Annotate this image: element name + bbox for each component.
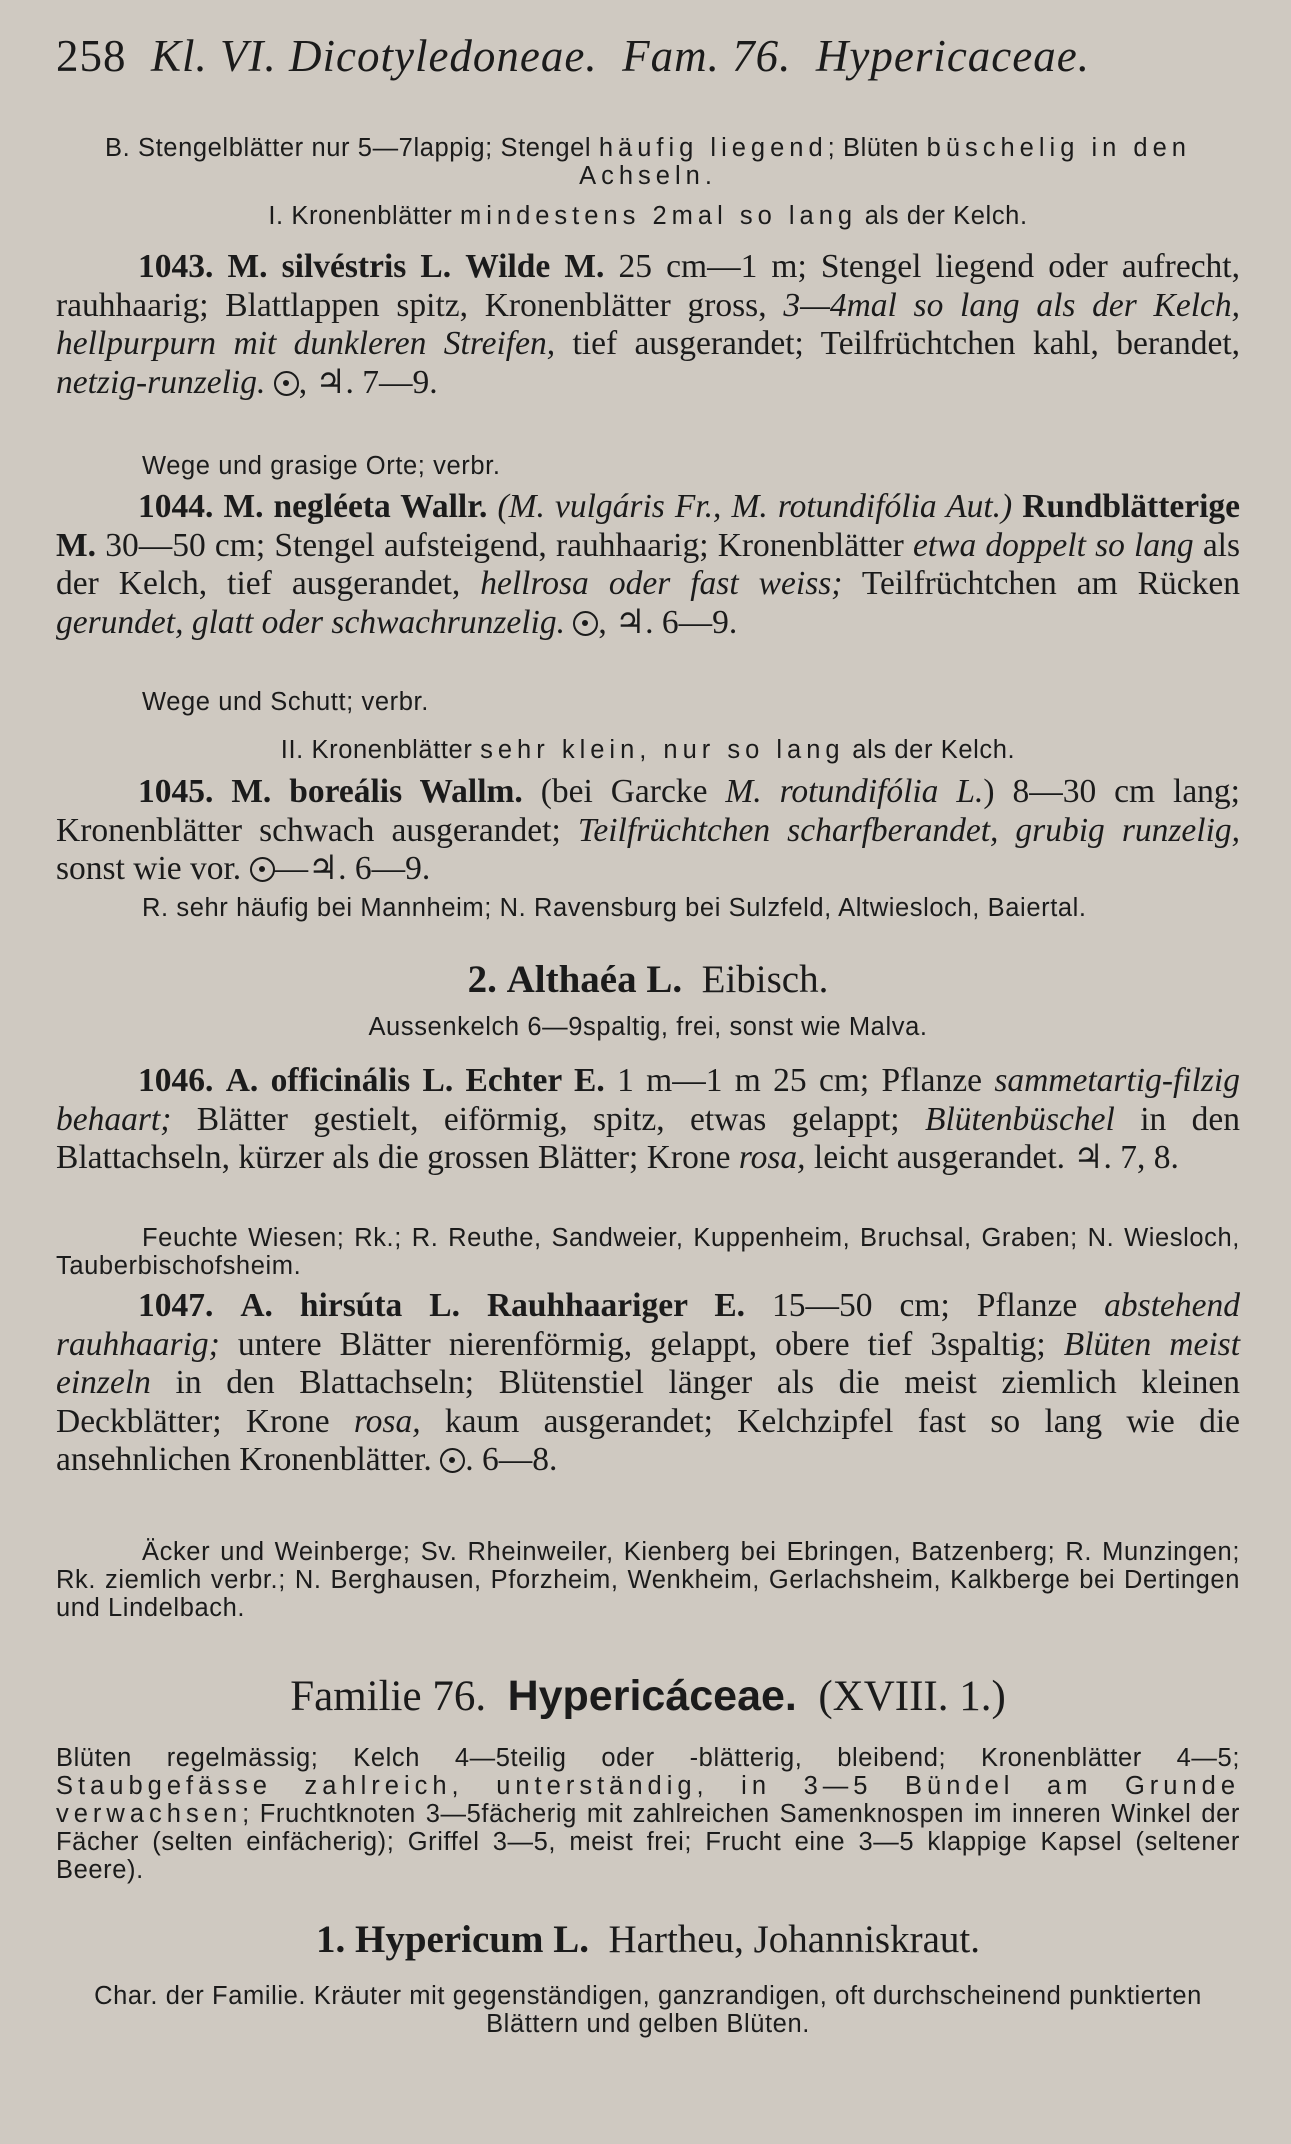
header-family-name: Hypericaceae. (815, 31, 1090, 81)
habitat-1045: R. sehr häufig bei Mannheim; N. Ravensburg bei Sulzfeld, Altwiesloch, Baiertal. (142, 894, 1087, 922)
circle-dot-icon (573, 611, 598, 636)
genus-description-hypericum: Char. der Familie. Kräuter mit gegenständigen, ganzrandigen, oft durchscheinend punktierten Blättern und gelben Blüten. (94, 1982, 1202, 2038)
circle-dot-icon (250, 857, 275, 882)
header-class-name: Dicotyledoneae. (289, 31, 598, 81)
species-name: M. boreális Wallm. (231, 773, 523, 810)
group-ii-heading: II. Kronenblätter sehr klein, nur so lang als der Kelch. (280, 736, 1016, 764)
habitat-1046: Feuchte Wiesen; Rk.; R. Reuthe, Sandweier, Kuppenheim, Bruchsal, Graben; N. Wiesloch, Tauberbischofsheim. (56, 1224, 1240, 1280)
species-number: 1047. (138, 1287, 214, 1324)
habitat-1043: Wege und grasige Orte; verbr. (142, 452, 501, 480)
species-name: M. silvéstris L. (227, 248, 452, 285)
circle-dot-icon (440, 1448, 465, 1473)
section-b-heading: B. Stengelblätter nur 5—7lappig; Stengel häufig liegend; Blüten büschelig in den Achseln. (105, 134, 1191, 190)
species-common-name: Echter E. (465, 1062, 605, 1099)
family-heading: Familie 76. Hypericáceae. (XVIII. 1.) (290, 1672, 1006, 1720)
species-common-name: Rauhhaariger E. (486, 1287, 746, 1324)
genus-heading-althaea: 2. Althaéa L. Eibisch. (467, 958, 829, 1001)
species-name: A. hirsúta L. (240, 1287, 460, 1324)
species-number: 1046. (138, 1062, 214, 1099)
running-header (56, 30, 1090, 82)
genus-heading-hypericum: 1. Hypericum L. Hartheu, Johanniskraut. (316, 1918, 980, 1961)
species-number: 1044. (138, 488, 214, 525)
species-synonyms: (M. vulgáris Fr., M. rotundifólia Aut.) (497, 488, 1013, 525)
species-1044: 1044. M. negléeta Wallr. (M. vulgáris Fr., M. rotundifólia Aut.) Rundblätterige M. 30—50 cm; Stengel aufsteigend, rauhhaarig; Kronenblätter etwa doppelt so lang als der Kelch, tief ausgerandet, hellrosa oder fast weiss; Teilfrüchtchen am Rücken gerundet, glatt oder schwachrunzelig. , ♃. 6—9. (56, 488, 1241, 641)
species-1045: 1045. M. boreális Wallm. (bei Garcke M. rotundifólia L.) 8—30 cm lang; Kronenblätter schwach ausgerandet; Teilfrüchtchen scharfberandet, grubig runzelig, sonst wie vor. —♃. 6—9. (56, 773, 1241, 887)
habitat-1047: Äcker und Weinberge; Sv. Rheinweiler, Kienberg bei Ebringen, Batzenberg; R. Munzingen; Rk. ziemlich verbr.; N. Berghausen, Pforzheim, Wenkheim, Gerlachsheim, Kalkberge bei Dertingen und Lindelbach. (56, 1538, 1240, 1622)
species-number: 1045. (138, 773, 214, 810)
species-name: M. negléeta Wallr. (223, 488, 488, 525)
species-name: A. officinális L. (225, 1062, 454, 1099)
circle-dot-icon (274, 371, 299, 396)
species-number: 1043. (138, 248, 214, 285)
species-common-name: Wilde M. (465, 248, 605, 285)
group-i-heading: I. Kronenblätter mindestens 2mal so lang als der Kelch. (268, 202, 1028, 230)
habitat-1044: Wege und Schutt; verbr. (142, 688, 429, 716)
header-family-ref: Fam. 76. (622, 31, 792, 81)
page-number: 258 (56, 31, 127, 81)
species-1047: 1047. A. hirsúta L. Rauhhaariger E. 15—50 cm; Pflanze abstehend rauhhaarig; untere Blätter nierenförmig, gelappt, obere tief 3spaltig; Blüten meist einzeln in den Blattachseln; Blütenstiel länger als die meist ziemlich kleinen Deckblätter; Krone rosa, kaum ausgerandet; Kelchzipfel fast so lang wie die ansehnlichen Kronenblätter. . 6—8. (56, 1287, 1241, 1478)
header-klasse: Kl. VI. (151, 31, 277, 81)
family-description: Blüten regelmässig; Kelch 4—5teilig oder -blätterig, bleibend; Kronenblätter 4—5; Staubgefässe zahlreich, unterständig, in 3—5 Bündel am Grunde verwachsen; Fruchtknoten 3—5fächerig mit zahlreichen Samenknospen im inneren Winkel der Fächer (selten einfächerig); Griffel 3—5, meist frei; Frucht eine 3—5 klappige Kapsel (seltener Beere). (56, 1744, 1240, 1884)
species-common-name: Rundblätterige M. (56, 488, 1241, 564)
species-1046: 1046. A. officinális L. Echter E. 1 m—1 m 25 cm; Pflanze sammetartig-filzig behaart; Blätter gestielt, eiförmig, spitz, etwas gelappt; Blütenbüschel in den Blattachseln, kürzer als die grossen Blätter; Krone rosa, leicht ausgerandet. ♃. 7, 8. (56, 1062, 1241, 1176)
species-1043: 1043. M. silvéstris L. Wilde M. 25 cm—1 m; Stengel liegend oder aufrecht, rauhhaarig; Blattlappen spitz, Kronenblätter gross, 3—4mal so lang als der Kelch, hellpurpurn mit dunkleren Streifen, tief ausgerandet; Teilfrüchtchen kahl, berandet, netzig-runzelig. , ♃. 7—9. (56, 248, 1241, 401)
genus-description-althaea: Aussenkelch 6—9spaltig, frei, sonst wie Malva. (368, 1013, 928, 1041)
